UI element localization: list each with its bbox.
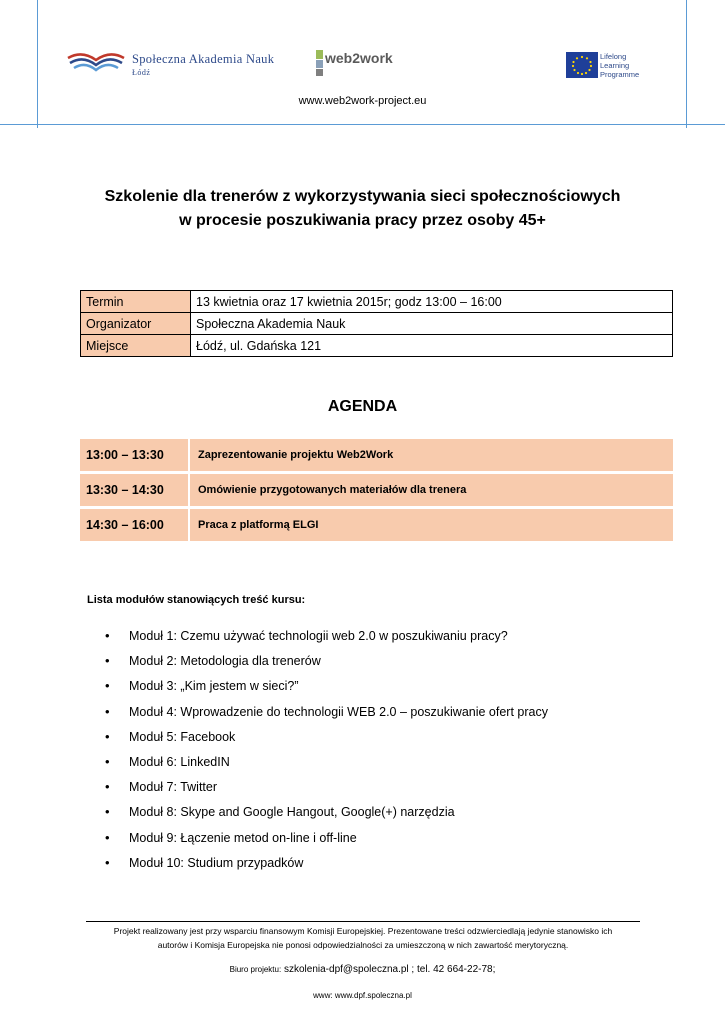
san-logo bbox=[66, 44, 286, 84]
list-item: • Moduł 9: Łączenie metod on-line i off-line bbox=[105, 828, 548, 853]
list-item: • Moduł 5: Facebook bbox=[105, 727, 548, 752]
list-item: • Moduł 1: Czemu używać technologii web 2.0 w poszukiwaniu pracy? bbox=[105, 626, 548, 651]
header-horizontal-rule bbox=[0, 124, 725, 125]
agenda-time: 14:30 – 16:00 bbox=[80, 509, 190, 541]
info-label: Miejsce bbox=[81, 335, 191, 357]
info-row-termin bbox=[81, 291, 673, 313]
project-website-link[interactable]: www.web2work-project.eu bbox=[298, 95, 427, 107]
title-line-2: w procesie poszukiwania pracy przez osoby 45+ bbox=[179, 212, 546, 229]
info-row-organizator bbox=[81, 313, 673, 335]
footer-website-link[interactable]: www: www.dpf.spoleczna.pl bbox=[313, 991, 412, 1000]
agenda-table bbox=[80, 436, 673, 544]
san-name: Społeczna Akademia Nauk bbox=[132, 52, 275, 66]
title-line-1: Szkolenie dla trenerów z wykorzystywania sieci społecznościowych bbox=[104, 188, 621, 205]
header-vertical-rule-left bbox=[37, 0, 38, 128]
agenda-row bbox=[80, 439, 673, 471]
agenda-row bbox=[80, 474, 673, 506]
list-item: • Moduł 10: Studium przypadków bbox=[105, 853, 548, 878]
footer-contact bbox=[0, 964, 725, 975]
agenda-activity: Omówienie przygotowanych materiałów dla trenera bbox=[190, 474, 673, 506]
disclaimer-line-2: autorów i Komisja Europejska nie ponosi odpowiedzialności za umieszczoną w nich zawartość merytoryczną. bbox=[157, 940, 569, 950]
llp-logo bbox=[566, 52, 656, 82]
agenda-heading: AGENDA bbox=[327, 398, 398, 415]
office-contact[interactable]: szkolenia-dpf@spoleczna.pl ; tel. 42 664-22-78; bbox=[283, 964, 496, 975]
office-label: Biuro projektu: bbox=[229, 965, 282, 974]
book-icon bbox=[66, 44, 126, 78]
footer-divider bbox=[86, 921, 640, 922]
page-title bbox=[0, 185, 725, 233]
web2work-wordmark: web2work bbox=[325, 50, 393, 66]
web2work-logo bbox=[316, 48, 396, 78]
web2work-bar-icon bbox=[316, 50, 324, 76]
modules-heading: Lista modułów stanowiących treść kursu: bbox=[87, 594, 306, 606]
list-item: • Moduł 7: Twitter bbox=[105, 777, 548, 802]
event-info-table bbox=[80, 290, 673, 357]
info-value: Łódź, ul. Gdańska 121 bbox=[191, 335, 673, 357]
info-label: Termin bbox=[81, 291, 191, 313]
list-item: • Moduł 8: Skype and Google Hangout, Google(+) narzędzia bbox=[105, 802, 548, 827]
disclaimer-line-1: Projekt realizowany jest przy wsparciu finansowym Komisji Europejskiej. Prezentowane treści odzwierciedlają jedynie stanowisko ich bbox=[113, 926, 613, 936]
list-item: • Moduł 4: Wprowadzenie do technologii WEB 2.0 – poszukiwanie ofert pracy bbox=[105, 702, 548, 727]
list-item: • Moduł 6: LinkedIN bbox=[105, 752, 548, 777]
footer-disclaimer bbox=[86, 924, 640, 952]
info-value: 13 kwietnia oraz 17 kwietnia 2015r; godz 13:00 – 16:00 bbox=[191, 291, 673, 313]
san-city: Łódź bbox=[132, 68, 151, 77]
info-label: Organizator bbox=[81, 313, 191, 335]
agenda-time: 13:00 – 13:30 bbox=[80, 439, 190, 471]
list-item: • Moduł 2: Metodologia dla trenerów bbox=[105, 651, 548, 676]
agenda-time: 13:30 – 14:30 bbox=[80, 474, 190, 506]
info-value: Społeczna Akademia Nauk bbox=[191, 313, 673, 335]
agenda-activity: Zaprezentowanie projektu Web2Work bbox=[190, 439, 673, 471]
llp-label: Lifelong Learning Programme bbox=[600, 52, 640, 79]
agenda-activity: Praca z platformą ELGI bbox=[190, 509, 673, 541]
agenda-row bbox=[80, 509, 673, 541]
list-item: • Moduł 3: „Kim jestem w sieci?” bbox=[105, 676, 548, 701]
info-row-miejsce bbox=[81, 335, 673, 357]
eu-flag-icon bbox=[566, 52, 598, 78]
header-vertical-rule-right bbox=[686, 0, 687, 128]
modules-list bbox=[105, 626, 548, 878]
